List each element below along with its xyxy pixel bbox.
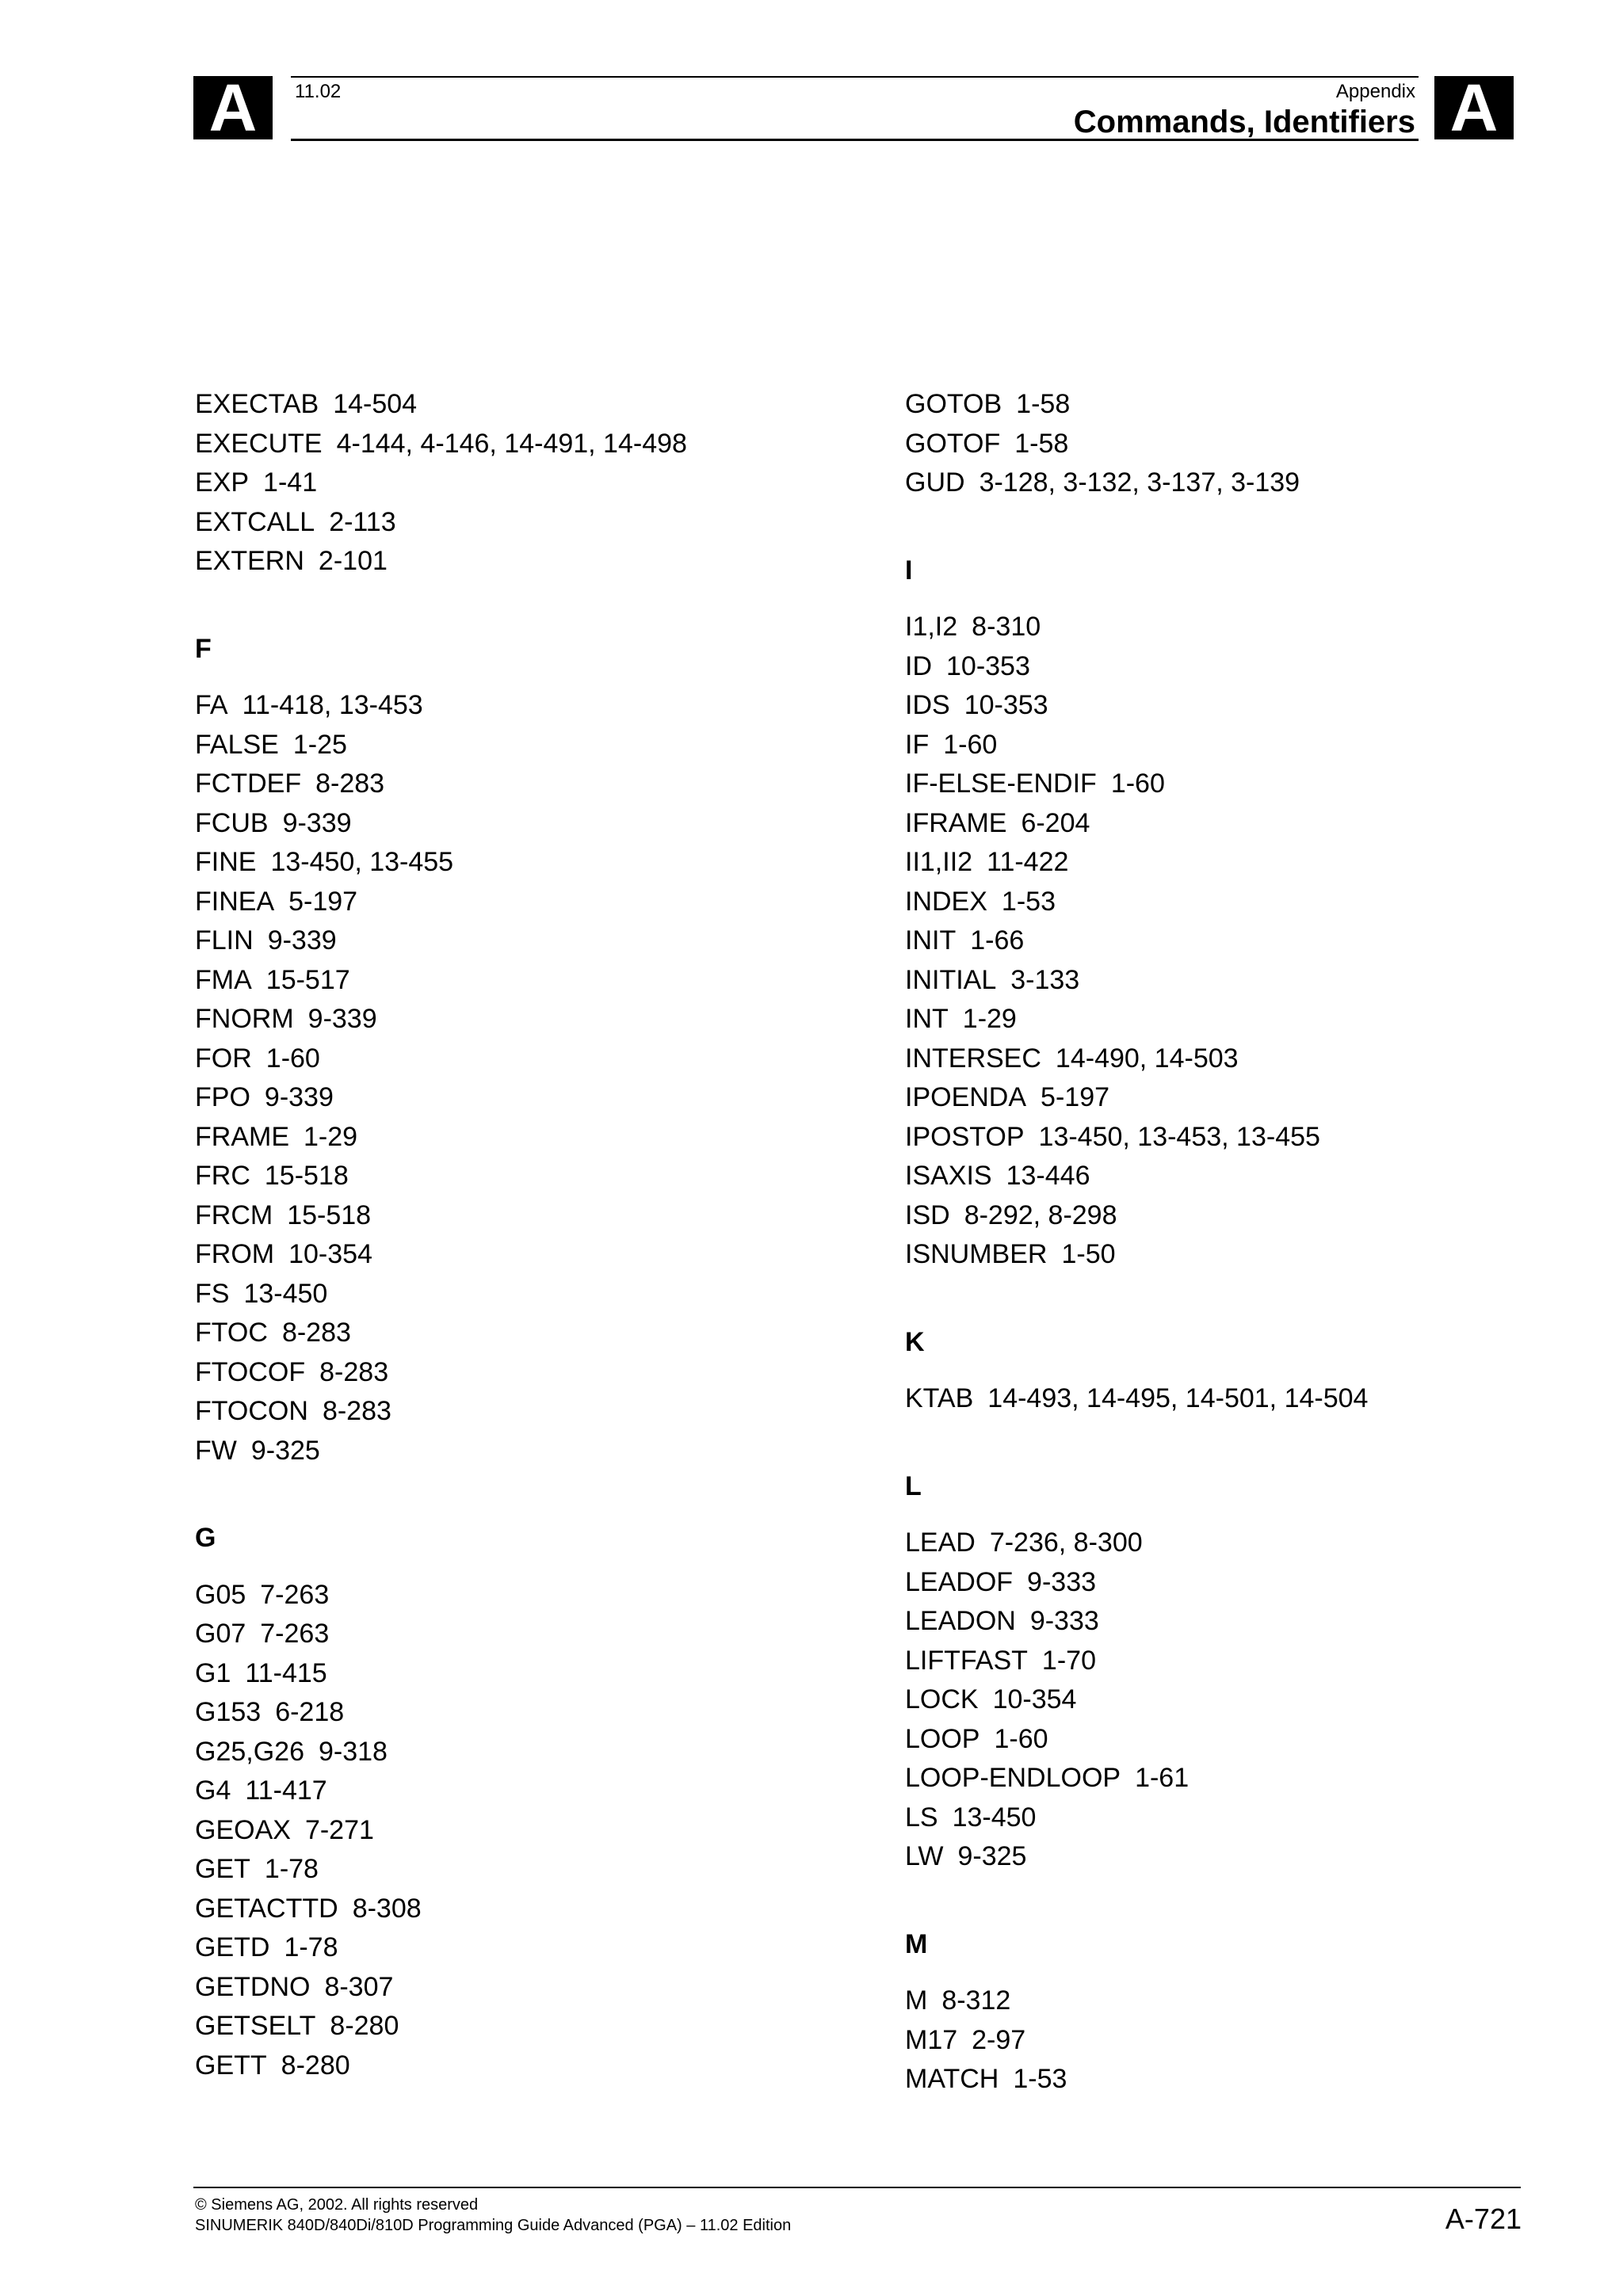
index-term: G05 [195, 1579, 246, 1610]
index-page-refs: 9-339 [307, 1004, 377, 1034]
index-page-refs: 8-280 [281, 2050, 350, 2081]
index-term: FS [195, 1278, 230, 1309]
index-term: IPOENDA [905, 1082, 1027, 1112]
index-page-refs: 7-263 [260, 1619, 330, 1649]
index-page-refs: 11-415 [245, 1657, 327, 1688]
index-entry [905, 1981, 1587, 2021]
index-entry [905, 1000, 1587, 1039]
page-number: A-721 [1445, 2203, 1522, 2235]
letter-heading-l: L [905, 1470, 922, 1501]
index-term: LOOP-ENDLOOP [905, 1763, 1121, 1793]
index-term: GETD [195, 1932, 270, 1962]
index-page-refs: 10-353 [946, 650, 1030, 681]
index-term: M17 [905, 2024, 958, 2055]
index-page-refs: 11-422 [987, 847, 1069, 877]
index-term: G07 [195, 1619, 246, 1649]
index-page-refs: 1-78 [264, 1854, 319, 1884]
index-entry [195, 1772, 876, 1811]
index-page-refs: 9-325 [957, 1841, 1027, 1871]
index-page-refs: 13-450 [952, 1802, 1037, 1833]
index-entry [195, 726, 876, 765]
index-term: GOTOB [905, 389, 1002, 419]
index-entry [195, 804, 876, 844]
index-entry [195, 961, 876, 1001]
index-page-refs: 7-271 [304, 1814, 374, 1845]
index-term: FMA [195, 964, 252, 995]
index-entry [905, 2060, 1587, 2100]
index-term: INITIAL [905, 964, 997, 995]
index-term: II1,II2 [905, 847, 973, 877]
footer-guide-title: SINUMERIK 840D/840Di/810D Programming Guide Advanced (PGA) – 11.02 Edition [195, 2217, 792, 2234]
index-page-refs: 1-60 [943, 729, 998, 760]
index-page-refs: 1-60 [994, 1723, 1048, 1754]
index-entry [905, 1837, 1587, 1877]
index-entry [905, 1118, 1587, 1158]
index-page-refs: 9-333 [1027, 1566, 1097, 1597]
index-entry [195, 1275, 876, 1314]
index-entry [195, 1576, 876, 1615]
index-term: G1 [195, 1657, 231, 1688]
index-group-l [905, 1524, 1587, 1877]
index-page-refs: 15-518 [264, 1161, 349, 1191]
index-page-refs: 11-417 [245, 1775, 327, 1806]
index-entry [905, 1720, 1587, 1760]
index-term: GUD [905, 467, 965, 498]
index-entry [195, 503, 876, 543]
index-entry [195, 921, 876, 961]
index-entry [905, 425, 1587, 464]
index-entry [905, 608, 1587, 647]
index-entry [195, 1811, 876, 1851]
page-title: Commands, Identifiers [1073, 105, 1415, 139]
index-entry [195, 765, 876, 804]
appendix-tab-left: A [193, 76, 273, 139]
index-term: LEAD [905, 1527, 976, 1558]
index-entry [195, 385, 876, 425]
index-term: I1,I2 [905, 612, 958, 642]
index-term: LEADON [905, 1606, 1016, 1636]
index-entry [195, 1353, 876, 1393]
index-entry [905, 1759, 1587, 1798]
index-term: INTERSEC [905, 1043, 1041, 1074]
index-group-m [905, 1981, 1587, 2100]
index-term: ISAXIS [905, 1161, 992, 1191]
index-term: IDS [905, 690, 950, 720]
letter-heading-m: M [905, 1928, 928, 1959]
index-page-refs: 13-450, 13-453, 13-455 [1038, 1121, 1320, 1152]
index-entry [905, 1563, 1587, 1603]
index-page-refs: 1-53 [1013, 2064, 1067, 2094]
header-rule-bottom [291, 139, 1419, 141]
index-term: INDEX [905, 886, 987, 917]
index-entry [195, 1928, 876, 1968]
index-entry [905, 883, 1587, 922]
index-entry [905, 385, 1587, 425]
index-page-refs: 7-263 [260, 1579, 330, 1610]
index-page-refs: 3-133 [1010, 964, 1080, 995]
index-entry [195, 1890, 876, 1929]
index-entry [195, 1850, 876, 1890]
index-term: EXTERN [195, 546, 304, 576]
index-entry [195, 1733, 876, 1772]
index-page-refs: 3-128, 3-132, 3-137, 3-139 [979, 467, 1300, 498]
index-page-refs: 1-58 [1014, 428, 1069, 459]
index-page-refs: 8-312 [941, 1985, 1011, 2016]
index-term: GETT [195, 2050, 267, 2081]
index-page-refs: 13-450, 13-455 [270, 847, 454, 877]
index-term: LEADOF [905, 1566, 1014, 1597]
index-entry [195, 542, 876, 582]
index-page-refs: 1-70 [1041, 1645, 1096, 1676]
index-term: IFRAME [905, 807, 1007, 838]
index-page-refs: 1-61 [1135, 1763, 1190, 1793]
index-group-f [195, 686, 876, 1470]
index-page-refs: 6-204 [1021, 807, 1090, 838]
index-term: FCUB [195, 807, 269, 838]
index-page-refs: 1-58 [1016, 389, 1071, 419]
index-page-refs: 5-197 [288, 886, 358, 917]
index-page-refs: 9-318 [318, 1736, 388, 1767]
index-term: FCTDEF [195, 769, 302, 799]
index-term: ISNUMBER [905, 1239, 1048, 1269]
index-entry [195, 1078, 876, 1118]
index-group-k [905, 1379, 1587, 1419]
index-term: GETDNO [195, 1971, 311, 2002]
index-term: KTAB [905, 1383, 974, 1413]
index-entry [195, 1392, 876, 1432]
letter-heading-k: K [905, 1326, 925, 1357]
index-entry [195, 1654, 876, 1694]
index-term: EXP [195, 467, 250, 498]
index-page-refs: 9-333 [1029, 1606, 1099, 1636]
index-term: FALSE [195, 729, 279, 760]
index-entry [195, 1157, 876, 1196]
index-entry [905, 1680, 1587, 1720]
letter-heading-i: I [905, 555, 913, 585]
index-term: IPOSTOP [905, 1121, 1025, 1152]
index-term: G153 [195, 1697, 262, 1727]
index-entry [195, 686, 876, 726]
index-entry [905, 1642, 1587, 1681]
index-term: FLIN [195, 925, 254, 955]
index-term: FOR [195, 1043, 252, 1074]
index-page-refs: 13-446 [1006, 1161, 1090, 1191]
index-entry [905, 1039, 1587, 1079]
index-page-refs: 1-78 [284, 1932, 338, 1962]
index-term: FW [195, 1435, 237, 1466]
index-entry [905, 961, 1587, 1001]
index-term: M [905, 1985, 928, 2016]
index-group-top [195, 385, 876, 582]
index-entry [195, 2007, 876, 2046]
index-entry [905, 1798, 1587, 1838]
index-term: G4 [195, 1775, 231, 1806]
index-term: EXTCALL [195, 506, 315, 537]
index-entry [905, 1235, 1587, 1275]
index-entry [195, 1196, 876, 1236]
index-page-refs: 8-307 [324, 1971, 394, 2002]
index-term: INT [905, 1004, 949, 1034]
index-term: IF-ELSE-ENDIF [905, 769, 1097, 799]
index-page-refs: 9-325 [250, 1435, 320, 1466]
header-version: 11.02 [295, 81, 342, 102]
index-page-refs: 1-25 [292, 729, 347, 760]
index-entry [905, 1078, 1587, 1118]
footer-copyright: © Siemens AG, 2002. All rights reserved [195, 2196, 479, 2214]
index-term: LW [905, 1841, 944, 1871]
index-entry [195, 463, 876, 503]
index-page-refs: 14-504 [333, 389, 418, 419]
appendix-tab-right: A [1434, 76, 1514, 139]
index-term: FRCM [195, 1199, 273, 1230]
index-term: FTOC [195, 1318, 268, 1348]
letter-heading-f: F [195, 633, 212, 664]
index-entry [195, 1000, 876, 1039]
index-page-refs: 11-418, 13-453 [242, 690, 423, 720]
index-page-refs: 15-518 [287, 1199, 372, 1230]
index-entry [905, 1196, 1587, 1236]
index-page-refs: 10-353 [964, 690, 1048, 720]
index-term: ISD [905, 1199, 950, 1230]
index-entry [905, 843, 1587, 883]
index-page-refs: 1-50 [1061, 1239, 1116, 1269]
index-page-refs: 14-490, 14-503 [1055, 1043, 1239, 1074]
index-entry [905, 463, 1587, 503]
index-term: LIFTFAST [905, 1645, 1028, 1676]
index-term: GETSELT [195, 2011, 316, 2041]
index-page-refs: 1-41 [263, 467, 318, 498]
index-term: GETACTTD [195, 1893, 338, 1924]
index-page-refs: 2-101 [318, 546, 388, 576]
index-page-refs: 8-283 [315, 769, 385, 799]
index-entry [905, 1524, 1587, 1563]
index-entry [905, 1602, 1587, 1642]
index-entry [195, 1118, 876, 1158]
header-section: Appendix [1335, 81, 1415, 102]
index-group-g [195, 1576, 876, 2086]
index-page-refs: 14-493, 14-495, 14-501, 14-504 [987, 1383, 1369, 1413]
index-entry [195, 2046, 876, 2086]
index-term: FA [195, 690, 228, 720]
index-term: EXECUTE [195, 428, 323, 459]
index-page-refs: 8-283 [281, 1318, 351, 1348]
index-term: FTOCON [195, 1396, 308, 1426]
index-page-refs: 5-197 [1041, 1082, 1110, 1112]
index-page-refs: 1-60 [265, 1043, 320, 1074]
index-page-refs: 1-60 [1110, 769, 1165, 799]
index-column-right [905, 385, 1587, 2100]
index-term: EXECTAB [195, 389, 319, 419]
index-term: FNORM [195, 1004, 294, 1034]
index-page-refs: 13-450 [243, 1278, 328, 1309]
index-entry [195, 1968, 876, 2008]
index-page-refs: 8-283 [319, 1356, 389, 1387]
header-rule-top [291, 76, 1419, 78]
index-entry [905, 921, 1587, 961]
index-term: LOCK [905, 1684, 979, 1714]
index-group-top [905, 385, 1587, 503]
index-page-refs: 2-113 [329, 506, 396, 537]
index-entry [905, 1379, 1587, 1419]
index-entry [195, 843, 876, 883]
index-entry [905, 647, 1587, 687]
index-term: FTOCOF [195, 1356, 306, 1387]
index-entry [905, 804, 1587, 844]
index-page-refs: 8-283 [322, 1396, 391, 1426]
index-page-refs: 4-144, 4-146, 14-491, 14-498 [336, 428, 687, 459]
index-term: FINEA [195, 886, 275, 917]
index-page-refs: 10-354 [992, 1684, 1077, 1714]
index-term: FRAME [195, 1121, 289, 1152]
index-page-refs: 2-97 [972, 2024, 1026, 2055]
footer-rule [193, 2187, 1521, 2188]
index-page-refs: 6-218 [275, 1697, 345, 1727]
index-page-refs: 8-310 [972, 612, 1041, 642]
index-entry [195, 1314, 876, 1353]
index-entry [195, 883, 876, 922]
index-entry [905, 1157, 1587, 1196]
index-page-refs: 8-292, 8-298 [964, 1199, 1117, 1230]
index-term: LS [905, 1802, 938, 1833]
index-term: MATCH [905, 2064, 999, 2094]
index-page-refs: 8-308 [352, 1893, 422, 1924]
index-entry [905, 2021, 1587, 2061]
index-page-refs: 1-29 [962, 1004, 1017, 1034]
index-term: FPO [195, 1082, 250, 1112]
index-entry [195, 1235, 876, 1275]
index-entry [905, 726, 1587, 765]
index-entry [195, 1432, 876, 1471]
index-page-refs: 10-354 [288, 1239, 372, 1269]
index-entry [905, 765, 1587, 804]
index-group-i [905, 608, 1587, 1275]
index-page-refs: 1-29 [304, 1121, 358, 1152]
index-term: IF [905, 729, 930, 760]
index-entry [905, 686, 1587, 726]
index-page-refs: 1-66 [970, 925, 1025, 955]
index-term: ID [905, 650, 932, 681]
index-term: INIT [905, 925, 957, 955]
index-page-refs: 15-517 [265, 964, 350, 995]
index-term: FINE [195, 847, 257, 877]
index-page-refs: 8-280 [330, 2011, 399, 2041]
index-page-refs: 1-53 [1001, 886, 1056, 917]
index-term: FRC [195, 1161, 250, 1191]
index-term: GET [195, 1854, 250, 1884]
index-entry [195, 1039, 876, 1079]
index-page-refs: 9-339 [282, 807, 352, 838]
index-entry [195, 425, 876, 464]
index-column-left [195, 385, 876, 2085]
index-page-refs: 9-339 [264, 1082, 334, 1112]
index-term: GOTOF [905, 428, 1001, 459]
index-entry [195, 1615, 876, 1654]
index-term: FROM [195, 1239, 275, 1269]
index-term: G25,G26 [195, 1736, 304, 1767]
index-term: LOOP [905, 1723, 980, 1754]
index-entry [195, 1693, 876, 1733]
index-page-refs: 7-236, 8-300 [989, 1527, 1143, 1558]
letter-heading-g: G [195, 1523, 216, 1553]
index-page-refs: 9-339 [267, 925, 337, 955]
index-term: GEOAX [195, 1814, 291, 1845]
